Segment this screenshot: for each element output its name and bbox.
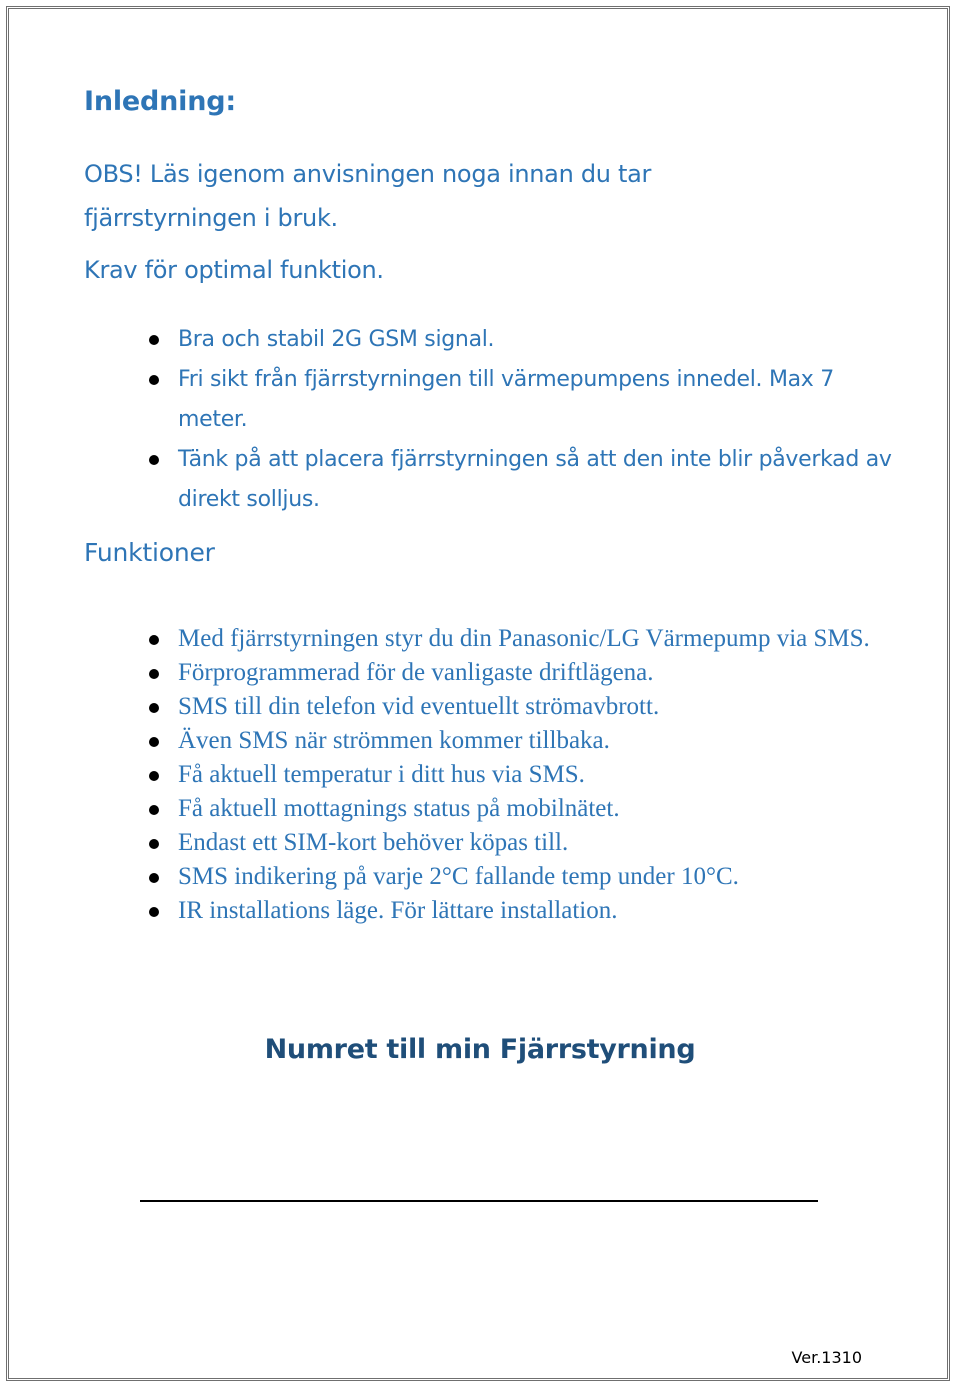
function-item: IR installations läge. För lättare installation. — [140, 894, 900, 928]
function-item: SMS till din telefon vid eventuellt strömavbrott. — [140, 690, 900, 724]
phone-number-write-line — [140, 1200, 818, 1202]
requirement-item: Fri sikt från fjärrstyrningen till värmepumpens innedel. Max 7 meter. — [140, 360, 900, 440]
phone-number-title: Numret till min Fjärrstyrning — [264, 1034, 696, 1065]
requirement-item: Bra och stabil 2G GSM signal. — [140, 320, 900, 360]
functions-list — [140, 622, 900, 928]
function-item: Få aktuell mottagnings status på mobilnätet. — [140, 792, 900, 826]
requirements-title: Krav för optimal funktion. — [84, 256, 384, 284]
version-label: Ver.1310 — [791, 1348, 862, 1367]
function-item: Förprogrammerad för de vanligaste driftlägena. — [140, 656, 900, 690]
function-item: Endast ett SIM-kort behöver köpas till. — [140, 826, 900, 860]
notice-text: OBS! Läs igenom anvisningen noga innan du tar fjärrstyrningen i bruk. — [84, 160, 652, 232]
function-item: Med fjärrstyrningen styr du din Panasonic/LG Värmepump via SMS. — [140, 622, 900, 656]
requirement-item: Tänk på att placera fjärrstyrningen så att den inte blir påverkad av direkt solljus. — [140, 440, 900, 520]
function-item: Även SMS när strömmen kommer tillbaka. — [140, 724, 900, 758]
requirements-list — [140, 320, 900, 520]
function-item: SMS indikering på varje 2°C fallande temp under 10°C. — [140, 860, 900, 894]
function-item: Få aktuell temperatur i ditt hus via SMS. — [140, 758, 900, 792]
page-heading: Inledning: — [84, 86, 236, 117]
functions-title: Funktioner — [84, 538, 215, 567]
